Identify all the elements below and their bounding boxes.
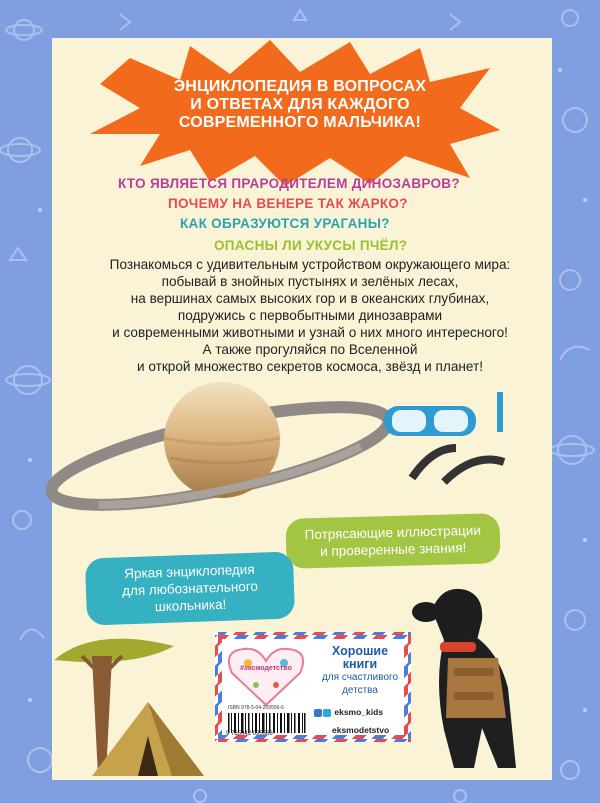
callout-teal-line-1: Яркая энциклопедия	[123, 561, 255, 582]
question-2: ПОЧЕМУ НА ВЕНЕРЕ ТАК ЖАРКО?	[168, 196, 408, 211]
body-line: подружись с первобытными динозаврами	[177, 308, 443, 323]
callout-green-line-2: и проверенные знания!	[319, 540, 467, 559]
body-line: на вершинах самых высоких гор и в океанских глубинах,	[130, 291, 490, 306]
callout-encyclopedia	[85, 551, 295, 625]
snorkel-mask-icon	[382, 392, 514, 512]
callout-green-line-1: Потрясающие иллюстрации	[304, 522, 482, 543]
body-line: побывай в знойных пустынях и зелёных лесах,	[161, 274, 459, 289]
social-eksmodetstvo	[332, 725, 389, 735]
slogan-line-1: Хорошие	[331, 644, 389, 658]
heart-logo-icon	[226, 645, 306, 707]
isbn-text: ISBN 978-5-04-209556-6	[228, 705, 284, 711]
banner-text	[150, 78, 450, 132]
saturn-illustration	[40, 378, 400, 518]
social-handle-2: eksmodetstvo	[332, 725, 390, 735]
sticker-slogan	[314, 645, 406, 697]
dog-illustration	[404, 580, 524, 780]
body-line: и современными животными и узнай о них много интересного!	[112, 325, 508, 340]
body-line: Познакомься с удивительным устройством окружающего мира:	[109, 257, 511, 272]
question-3: КАК ОБРАЗУЮТСЯ УРАГАНЫ?	[180, 216, 390, 231]
banner-line-2: И ОТВЕТАХ ДЛЯ КАЖДОГО	[190, 96, 410, 113]
slogan-line-2: книги	[342, 657, 378, 671]
social-eksmo-kids	[314, 707, 383, 717]
description-text	[80, 256, 540, 375]
sticker-inner	[222, 639, 404, 735]
callout-teal-line-2: для любознательного	[121, 578, 259, 599]
slogan-line-4: детства	[342, 685, 378, 696]
question-1: КТО ЯВЛЯЕТСЯ ПРАРОДИТЕЛЕМ ДИНОЗАВРОВ?	[118, 176, 460, 191]
telegram-icon	[323, 709, 331, 717]
logo-hashtag: #эксмодетство	[240, 665, 292, 672]
publisher-sticker	[215, 632, 411, 742]
banner-line-3: СОВРЕМЕННОГО МАЛЬЧИКА!	[178, 114, 422, 131]
question-4: ОПАСНЫ ЛИ УКУСЫ ПЧЁЛ?	[214, 238, 408, 253]
social-handle-1: eksmo_kids	[334, 707, 384, 717]
body-line: А также прогуляйся по Вселенной	[202, 342, 418, 357]
callout-illustrations	[285, 513, 500, 569]
barcode-number: 9 785042 095566	[226, 731, 273, 737]
slogan-line-3: для счастливого	[321, 672, 399, 683]
callout-teal-line-3: школьника!	[154, 596, 227, 615]
vk-icon	[314, 709, 322, 717]
camp-tent-illustration	[52, 626, 222, 780]
body-line: и открой множество секретов космоса, звёзд и планет!	[136, 359, 484, 374]
banner-line-1: ЭНЦИКЛОПЕДИЯ В ВОПРОСАХ	[173, 78, 427, 95]
